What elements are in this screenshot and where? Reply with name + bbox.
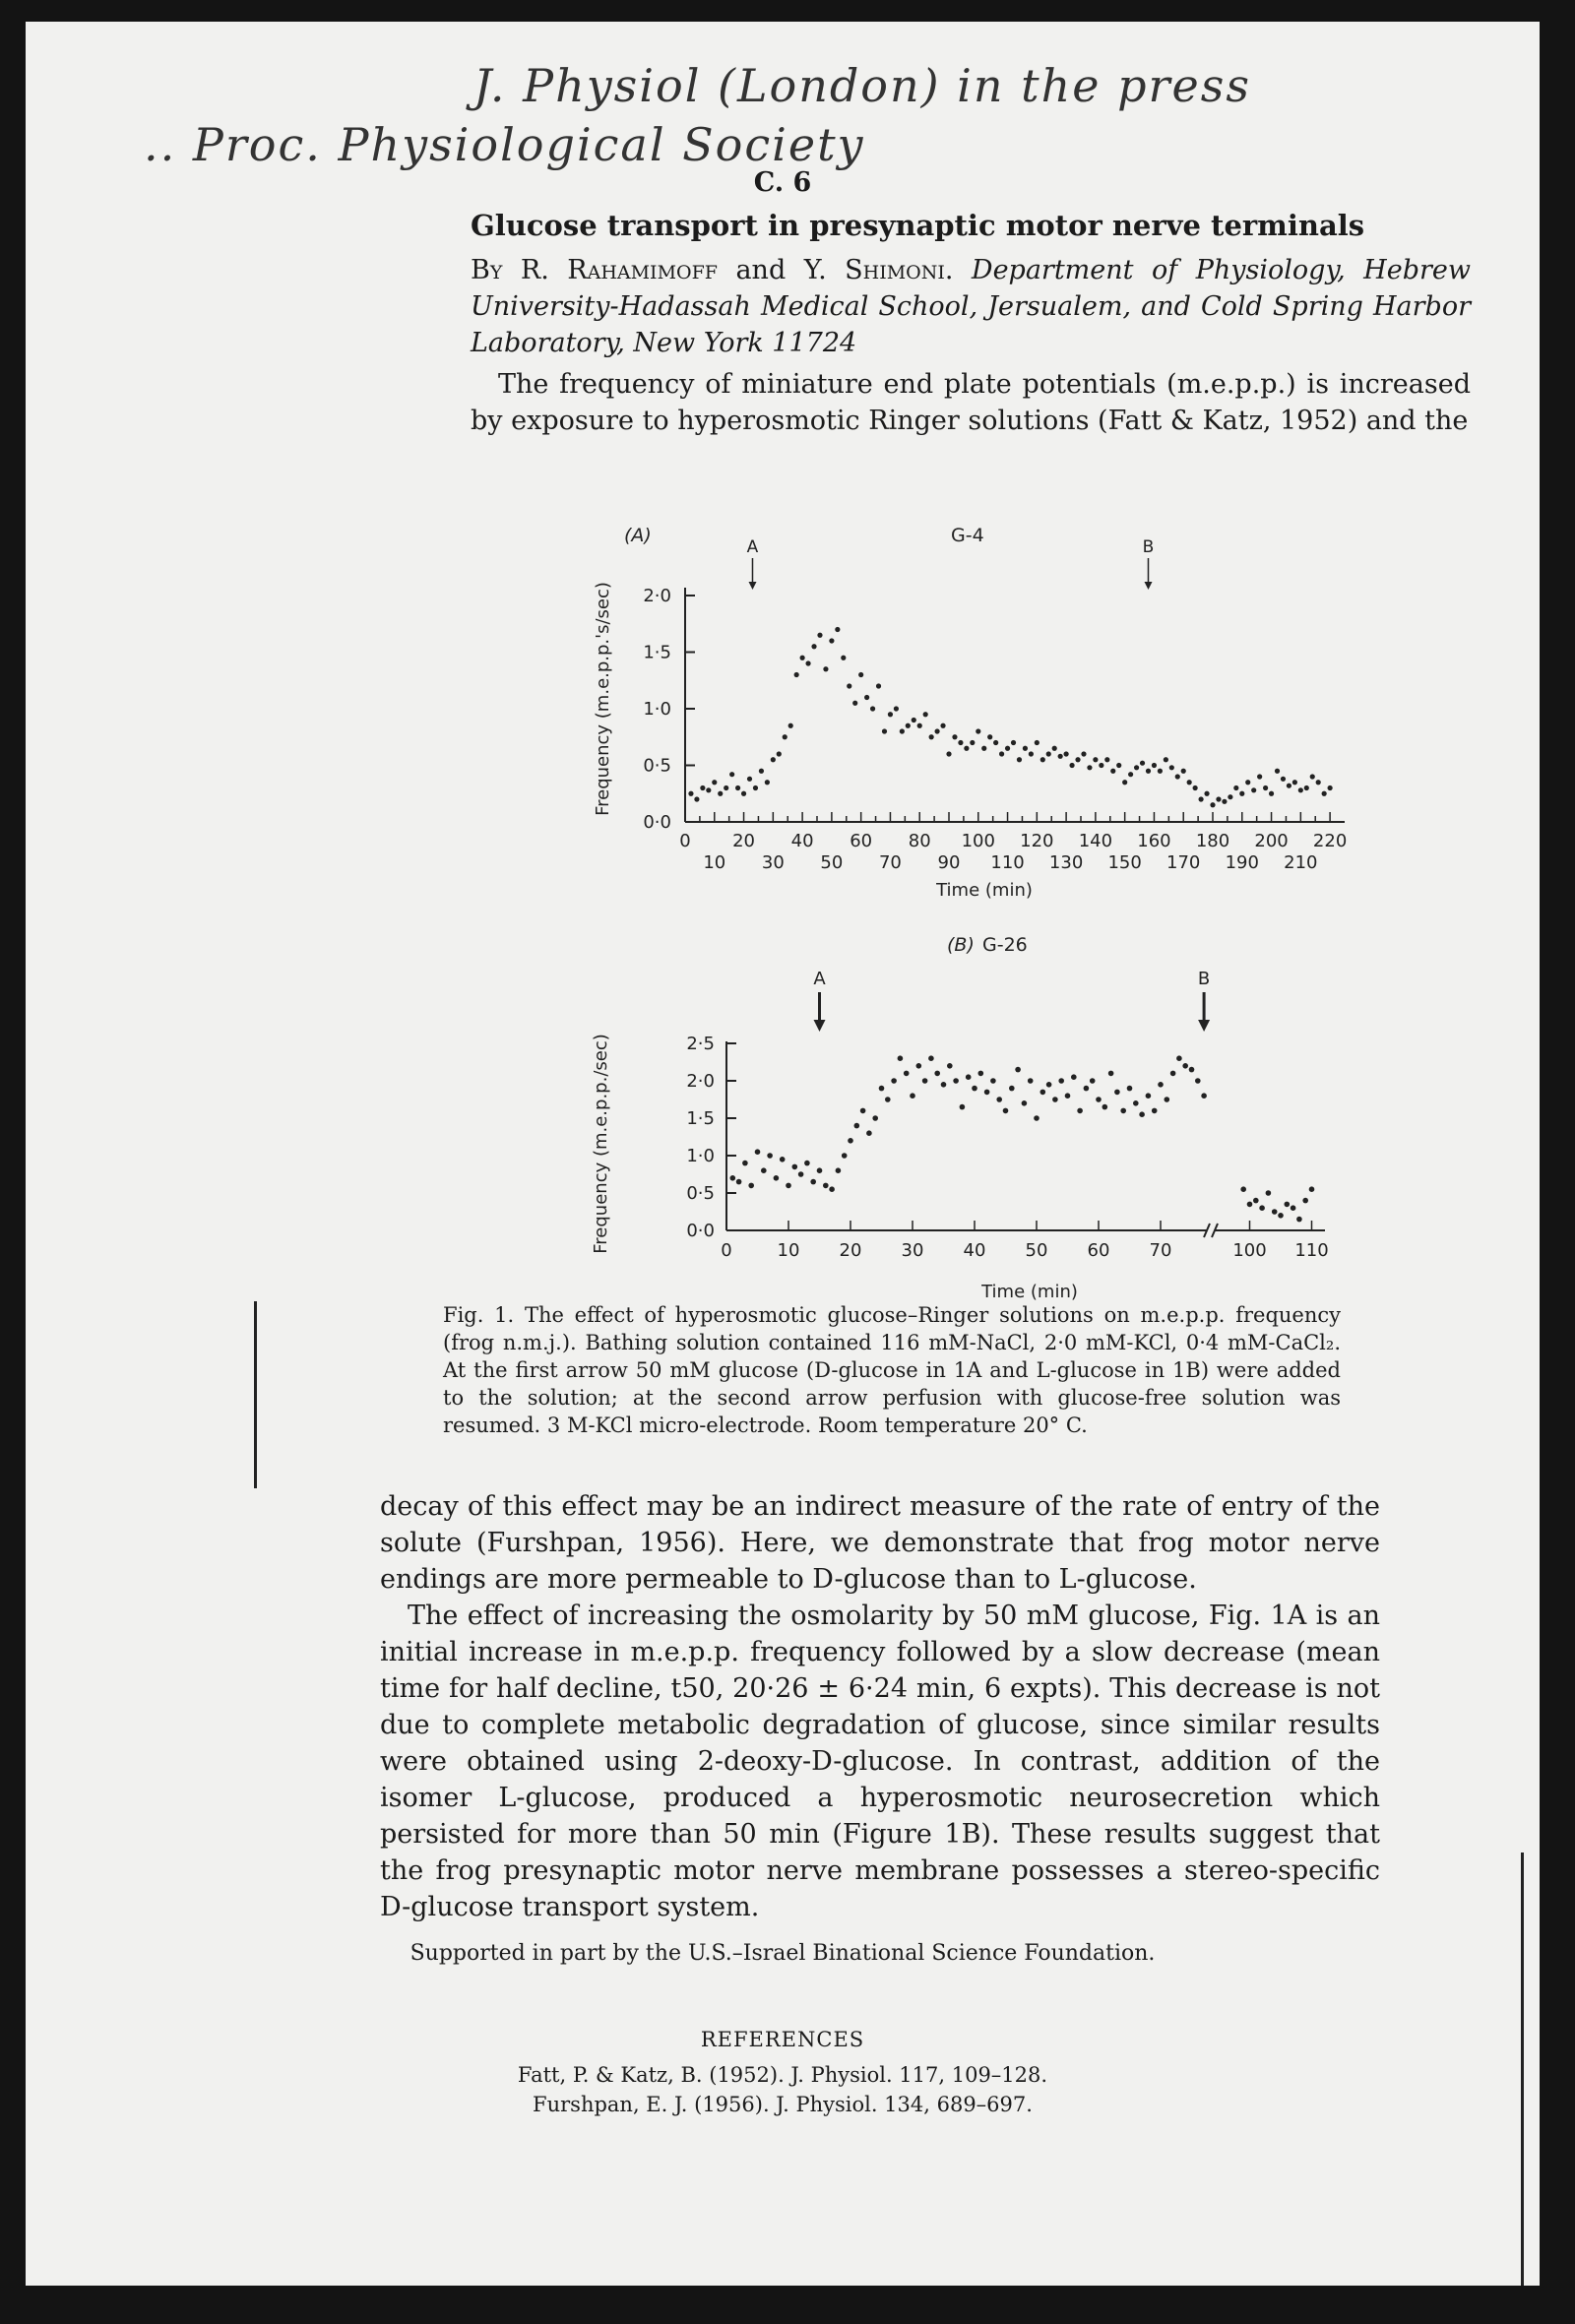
y-tick-label: 1·0 [686, 1146, 715, 1166]
author-rahamimoff: R. Rahamimoff [520, 255, 718, 285]
x-tick-label: 40 [790, 831, 814, 851]
data-point [1077, 1108, 1083, 1114]
y-tick-label: 0·0 [643, 812, 671, 833]
data-point [1069, 763, 1074, 768]
funding-note: Supported in part by the U.S.–Israel Binational Science Foundation. [410, 1941, 1156, 1966]
x-tick-label: 190 [1225, 852, 1259, 873]
data-point [1187, 780, 1192, 785]
data-point [1110, 769, 1115, 774]
figure-1a [557, 502, 1364, 915]
data-point [817, 1167, 823, 1173]
data-point [1034, 1115, 1040, 1121]
x-tick-label: 130 [1048, 852, 1084, 873]
data-point [1201, 1093, 1207, 1099]
x-tick-label: 200 [1254, 831, 1289, 851]
data-point [700, 785, 705, 790]
data-point [1240, 1186, 1246, 1192]
data-point [783, 734, 788, 739]
data-point [1195, 1078, 1201, 1084]
x-tick-label: 110 [990, 852, 1025, 873]
x-tick-label: 60 [1087, 1240, 1110, 1261]
data-point [978, 1071, 984, 1077]
data-point [1216, 796, 1221, 801]
data-point [1146, 1093, 1152, 1099]
data-point [742, 1161, 748, 1166]
data-point [852, 701, 857, 706]
data-point [912, 718, 916, 722]
data-point [1302, 1198, 1308, 1204]
reference-furshpan: Furshpan, E. J. (1956). J. Physiol. 134, 689–697. [533, 2093, 1033, 2116]
data-point [917, 723, 922, 728]
x-tick-label: 10 [777, 1240, 800, 1261]
x-tick-label: 140 [1078, 831, 1113, 851]
data-point [1158, 769, 1163, 774]
data-point [1251, 787, 1256, 792]
x-tick-label: 0 [679, 831, 691, 851]
data-point [1122, 780, 1127, 785]
data-point [1296, 1217, 1302, 1223]
data-point [1287, 784, 1292, 788]
chart-b-plot [686, 969, 1328, 1261]
data-point [860, 1108, 866, 1114]
data-point [894, 706, 899, 711]
data-point [866, 1130, 872, 1136]
y-tick-label: 0·0 [686, 1221, 715, 1241]
data-point [976, 728, 980, 733]
data-point [1245, 780, 1250, 785]
data-point [718, 791, 723, 796]
data-point [759, 769, 764, 774]
data-point [1081, 751, 1086, 756]
chart-a-xlabel: Time (min) [936, 880, 1033, 901]
data-point [904, 1071, 910, 1077]
data-point [1096, 1097, 1102, 1102]
data-point [1298, 787, 1303, 792]
data-point [999, 751, 1004, 756]
data-point [706, 787, 711, 792]
data-point [1152, 1108, 1158, 1114]
data-point [848, 1138, 853, 1144]
data-point [981, 746, 986, 751]
data-point [1029, 751, 1034, 756]
data-point [928, 1055, 934, 1061]
data-point [800, 656, 805, 660]
chart-b-xlabel: Time (min) [981, 1282, 1078, 1302]
data-point [755, 1149, 761, 1155]
x-tick-label: 150 [1107, 852, 1142, 873]
data-point [777, 751, 782, 756]
data-point [1263, 785, 1268, 790]
data-point [1011, 740, 1016, 745]
data-point [1176, 1055, 1182, 1061]
data-point [906, 723, 911, 728]
data-point [972, 1086, 977, 1092]
data-point [1065, 1093, 1071, 1099]
data-point [996, 1097, 1002, 1102]
arrow-label: A [746, 537, 759, 557]
y-tick-label: 1·0 [643, 699, 671, 720]
margin-mark [254, 1301, 257, 1488]
data-point [847, 683, 851, 688]
data-point [694, 796, 699, 801]
data-point [891, 1078, 897, 1084]
data-point [1164, 757, 1168, 762]
data-point [879, 1086, 885, 1092]
arrow-head [814, 1020, 826, 1032]
data-point [1046, 751, 1051, 756]
x-tick-label: 70 [1149, 1240, 1172, 1261]
data-point [1193, 785, 1198, 790]
data-point [730, 1175, 736, 1181]
data-point [1281, 777, 1286, 782]
data-point [970, 740, 975, 745]
data-point [934, 728, 939, 733]
data-point [1247, 1202, 1253, 1208]
x-tick-label: 210 [1284, 852, 1318, 873]
data-point [958, 740, 963, 745]
data-point [1158, 1082, 1164, 1088]
data-point [1257, 774, 1262, 779]
data-point [747, 777, 752, 782]
data-point [1052, 746, 1057, 751]
panel-a-label: (A) [624, 525, 652, 546]
x-tick-label: 30 [901, 1240, 924, 1261]
x-tick-label: 170 [1166, 852, 1201, 873]
data-point [794, 672, 799, 677]
data-point [811, 644, 816, 649]
data-point [688, 791, 693, 796]
data-point [888, 712, 893, 717]
arrow-label: B [1142, 537, 1155, 557]
data-point [1198, 796, 1203, 801]
reference-fatt-katz: Fatt, P. & Katz, B. (1952). J. Physiol. 117, 109–128. [517, 2063, 1048, 2087]
data-point [1040, 757, 1045, 762]
data-point [1017, 757, 1022, 762]
data-point [1114, 1090, 1120, 1096]
chart-a-ylabel: Frequency (m.e.p.p.'s/sec) [593, 582, 613, 816]
data-point [1309, 1186, 1315, 1192]
data-point [1328, 785, 1333, 790]
x-tick-label: 90 [937, 852, 961, 873]
data-point [1005, 746, 1010, 751]
data-point [753, 785, 758, 790]
data-point [1040, 1090, 1046, 1096]
arrow-label: A [813, 969, 826, 989]
data-point [724, 785, 728, 790]
data-point [729, 772, 734, 777]
data-point [952, 734, 957, 739]
data-point [923, 712, 928, 717]
y-tick-label: 1·5 [643, 642, 671, 663]
y-tick-label: 2·0 [643, 586, 671, 606]
data-point [1259, 1205, 1265, 1211]
data-point [835, 627, 840, 632]
data-point [1087, 765, 1092, 770]
data-point [748, 1183, 754, 1189]
data-point [842, 1153, 848, 1159]
data-point [947, 1063, 953, 1069]
y-tick-label: 2·5 [686, 1034, 715, 1054]
data-point [1189, 1067, 1195, 1073]
data-point [767, 1153, 773, 1159]
x-tick-label: 30 [761, 852, 785, 873]
byline [471, 252, 1471, 361]
data-point [1104, 757, 1109, 762]
x-tick-label: 20 [732, 831, 756, 851]
data-point [1127, 1086, 1133, 1092]
data-point [1210, 802, 1215, 807]
data-point [1009, 1086, 1015, 1092]
data-point [1028, 1078, 1034, 1084]
data-point [864, 695, 869, 700]
data-point [1291, 1205, 1296, 1211]
x-tick-label: 50 [1025, 1240, 1048, 1261]
arrow-label: B [1197, 969, 1211, 989]
article-title: Glucose transport in presynaptic motor nerve terminals [471, 209, 1365, 242]
document-page [26, 22, 1540, 2286]
y-tick-label: 2·0 [686, 1071, 715, 1092]
data-point [984, 1090, 990, 1096]
data-point [765, 780, 770, 785]
y-tick-label: 1·5 [686, 1108, 715, 1129]
data-point [823, 666, 828, 671]
data-point [1084, 1086, 1090, 1092]
abstract-code: C. 6 [753, 167, 812, 198]
data-point [990, 1078, 996, 1084]
data-point [841, 656, 846, 660]
data-point [1233, 785, 1238, 790]
data-point [910, 1093, 915, 1099]
figure-1b [577, 915, 1364, 1309]
x-tick-label: 100 [1232, 1240, 1267, 1261]
data-point [966, 1074, 972, 1080]
data-point [1099, 763, 1103, 768]
data-point [960, 1104, 966, 1110]
data-point [1058, 1078, 1064, 1084]
data-point [1064, 751, 1069, 756]
and-word: and [735, 255, 787, 285]
data-point [788, 723, 793, 728]
data-point [1102, 1104, 1108, 1110]
data-point [1052, 1097, 1058, 1102]
by-word: By [471, 255, 503, 285]
data-point [1116, 763, 1121, 768]
data-point [946, 751, 951, 756]
data-point [987, 734, 992, 739]
x-tick-label: 100 [961, 831, 995, 851]
data-point [1093, 757, 1098, 762]
y-tick-label: 0·5 [686, 1183, 715, 1204]
x-tick-label: 80 [908, 831, 931, 851]
data-point [810, 1179, 816, 1185]
data-point [900, 728, 905, 733]
data-point [1222, 799, 1227, 804]
data-point [1253, 1198, 1259, 1204]
body-paragraph-2: The effect of increasing the osmolarity by 50 mM glucose, Fig. 1A is an initial increase in m.e.p.p. frequency followed by a slow decrease (mean time for half decline, t50, 20·26 ± 6·24 min, 6 expts). This decrease is not due to complete metabolic degradation of glucose, since similar results were obtained using 2-deoxy-D-glucose. In contrast, addition of the isomer L-glucose, produced a hyperosmotic neurosecretion which persisted for more than 50 min (Figure 1B). These results suggest that the frog presynaptic motor nerve membrane possesses a stereo-specific D-glucose transport system. [380, 1601, 1380, 1922]
arrow-head [748, 582, 756, 590]
data-point [1022, 1100, 1028, 1106]
data-point [735, 785, 740, 790]
data-point [1133, 1100, 1139, 1106]
data-point [1170, 1071, 1176, 1077]
chart-a-plot [643, 537, 1347, 873]
references-heading: REFERENCES [700, 2028, 865, 2051]
data-point [876, 683, 881, 688]
data-point [1046, 1082, 1052, 1088]
data-point [829, 638, 834, 643]
x-tick-label: 40 [963, 1240, 986, 1261]
data-point [1304, 785, 1309, 790]
data-point [1140, 761, 1145, 766]
data-point [817, 633, 822, 638]
x-tick-label: 0 [721, 1240, 732, 1261]
panel-b-label: (B) [947, 934, 975, 956]
data-point [1269, 791, 1274, 796]
data-point [964, 746, 969, 751]
data-point [1146, 769, 1151, 774]
data-point [898, 1055, 904, 1061]
data-point [1292, 780, 1297, 785]
x-tick-label: 220 [1312, 831, 1348, 851]
data-point [1275, 769, 1280, 774]
data-point [993, 740, 998, 745]
data-point [1003, 1108, 1009, 1114]
data-point [792, 1164, 798, 1170]
x-tick-label: 50 [820, 852, 844, 873]
figure-caption: Fig. 1. The effect of hyperosmotic glucose–Ringer solutions on m.e.p.p. frequency (frog n.m.j.). Bathing solution contained 116 mM-NaCl, 2·0 mM-KCl, 0·4 mM-CaCl₂. At the first arrow 50 mM glucose (D-glucose in 1A and L-glucose in 1B) were added to the solution; at the second arrow perfusion with glucose-free solution was resumed. 3 M-KCl micro-electrode. Room temperature 20° C. [443, 1303, 1341, 1437]
data-point [774, 1175, 780, 1181]
data-point [736, 1179, 742, 1185]
data-point [829, 1186, 835, 1192]
data-point [823, 1183, 829, 1189]
arrow-head [1144, 582, 1152, 590]
data-point [1090, 1078, 1096, 1084]
data-point [1310, 774, 1315, 779]
data-point [1266, 1190, 1272, 1196]
x-tick-label: 10 [703, 852, 726, 873]
data-point [805, 660, 810, 665]
x-tick-label: 110 [1294, 1240, 1329, 1261]
x-tick-label: 60 [850, 831, 873, 851]
x-tick-label: 120 [1020, 831, 1054, 851]
data-point [1023, 746, 1028, 751]
handwritten-note-line1: J. Physiol (London) in the press [473, 59, 1251, 112]
panel-b-title: G-26 [982, 934, 1028, 956]
data-point [1128, 772, 1133, 777]
data-point [1134, 765, 1139, 770]
data-point [916, 1063, 922, 1069]
data-point [1316, 780, 1321, 785]
data-point [1035, 740, 1040, 745]
data-point [798, 1171, 804, 1177]
data-point [940, 723, 945, 728]
data-point [1058, 754, 1063, 759]
data-point [1285, 1202, 1291, 1208]
data-point [1075, 757, 1080, 762]
data-point [1181, 769, 1186, 774]
data-point [1228, 794, 1232, 799]
data-point [1272, 1209, 1278, 1215]
x-tick-label: 180 [1195, 831, 1230, 851]
data-point [780, 1157, 786, 1162]
data-point [1139, 1111, 1145, 1117]
data-point [885, 1097, 891, 1102]
data-point [1322, 791, 1327, 796]
y-tick-label: 0·5 [643, 755, 671, 777]
data-point [761, 1167, 767, 1173]
data-point [858, 672, 863, 677]
data-point [934, 1071, 940, 1077]
x-tick-label: 20 [839, 1240, 862, 1261]
data-point [786, 1183, 791, 1189]
data-point [1071, 1074, 1077, 1080]
x-tick-label: 160 [1137, 831, 1171, 851]
data-point [1108, 1071, 1114, 1077]
arrow-head [1198, 1020, 1210, 1032]
author-shimoni: Y. Shimoni. [803, 255, 954, 285]
panel-a-title: G-4 [951, 525, 984, 546]
chart-b-ylabel: Frequency (m.e.p.p./sec) [591, 1034, 611, 1254]
handwritten-note-line2: .. Proc. Physiological Society [144, 118, 865, 171]
data-point [872, 1115, 878, 1121]
data-point [1278, 1213, 1284, 1219]
data-point [854, 1123, 860, 1129]
data-point [922, 1078, 928, 1084]
data-point [1152, 763, 1157, 768]
data-point [804, 1161, 810, 1166]
data-point [1015, 1067, 1021, 1073]
data-point [929, 734, 934, 739]
data-point [1204, 791, 1209, 796]
data-point [953, 1078, 959, 1084]
data-point [1175, 774, 1180, 779]
data-point [1165, 1097, 1170, 1102]
affiliation: Department of Physiology, Hebrew University-Hadassah Medical School, Jersualem, and Cold Spring Harbor Laboratory, New York 11724 [471, 255, 1471, 358]
body-paragraph-1: decay of this effect may be an indirect measure of the rate of entry of the solute (Furshpan, 1956). Here, we demonstrate that frog motor nerve endings are more permeable to D-glucose than to L-glucose. [380, 1491, 1380, 1595]
scanner-edge-mark [1521, 1853, 1524, 2286]
data-point [882, 728, 887, 733]
data-point [771, 757, 776, 762]
data-point [741, 791, 746, 796]
data-point [870, 706, 875, 711]
data-point [1239, 791, 1244, 796]
data-point [1182, 1063, 1188, 1069]
data-point [1169, 765, 1174, 770]
data-point [1120, 1108, 1126, 1114]
data-point [712, 780, 717, 785]
intro-paragraph: The frequency of miniature end plate potentials (m.e.p.p.) is increased by exposure to hyperosmotic Ringer solutions (Fatt & Katz, 1952) and the [471, 369, 1471, 436]
x-tick-label: 70 [878, 852, 902, 873]
data-point [836, 1167, 842, 1173]
data-point [941, 1082, 947, 1088]
